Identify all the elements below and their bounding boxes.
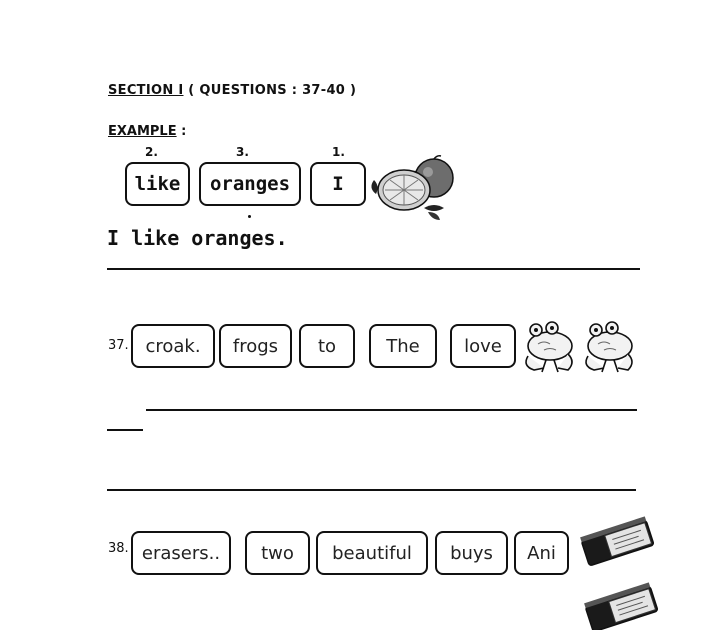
frogs-icon	[518, 316, 642, 376]
example-label-text: EXAMPLE	[108, 124, 177, 139]
stray-dot	[248, 215, 251, 218]
word-box: buys	[435, 531, 508, 575]
example-order-number: 3.	[236, 145, 249, 159]
word-box: Ani	[514, 531, 569, 575]
section-question-range: ( QUESTIONS : 37-40 )	[183, 83, 357, 98]
example-answer-line	[107, 268, 640, 270]
erasers-icon	[578, 514, 664, 630]
word-box: love	[450, 324, 516, 368]
example-word-box: like	[125, 162, 190, 206]
word-box: beautiful	[316, 531, 428, 575]
example-word-box: I	[310, 162, 366, 206]
example-order-number: 1.	[332, 145, 345, 159]
word-box: two	[245, 531, 310, 575]
word-box: to	[299, 324, 355, 368]
question-number: 38.	[108, 541, 129, 556]
section-heading	[108, 83, 356, 98]
example-label	[108, 124, 186, 139]
answer-line	[146, 409, 637, 411]
word-box: croak.	[131, 324, 215, 368]
oranges-icon	[368, 150, 460, 230]
answer-line	[107, 429, 143, 431]
word-box: The	[369, 324, 437, 368]
example-word-box: oranges	[199, 162, 301, 206]
example-label-colon: :	[176, 124, 187, 139]
word-box: erasers..	[131, 531, 231, 575]
section-title: SECTION I	[108, 83, 184, 98]
answer-line	[107, 489, 636, 491]
question-number: 37.	[108, 338, 129, 353]
example-answer: I like oranges.	[107, 226, 288, 250]
example-order-number: 2.	[145, 145, 158, 159]
word-box: frogs	[219, 324, 292, 368]
